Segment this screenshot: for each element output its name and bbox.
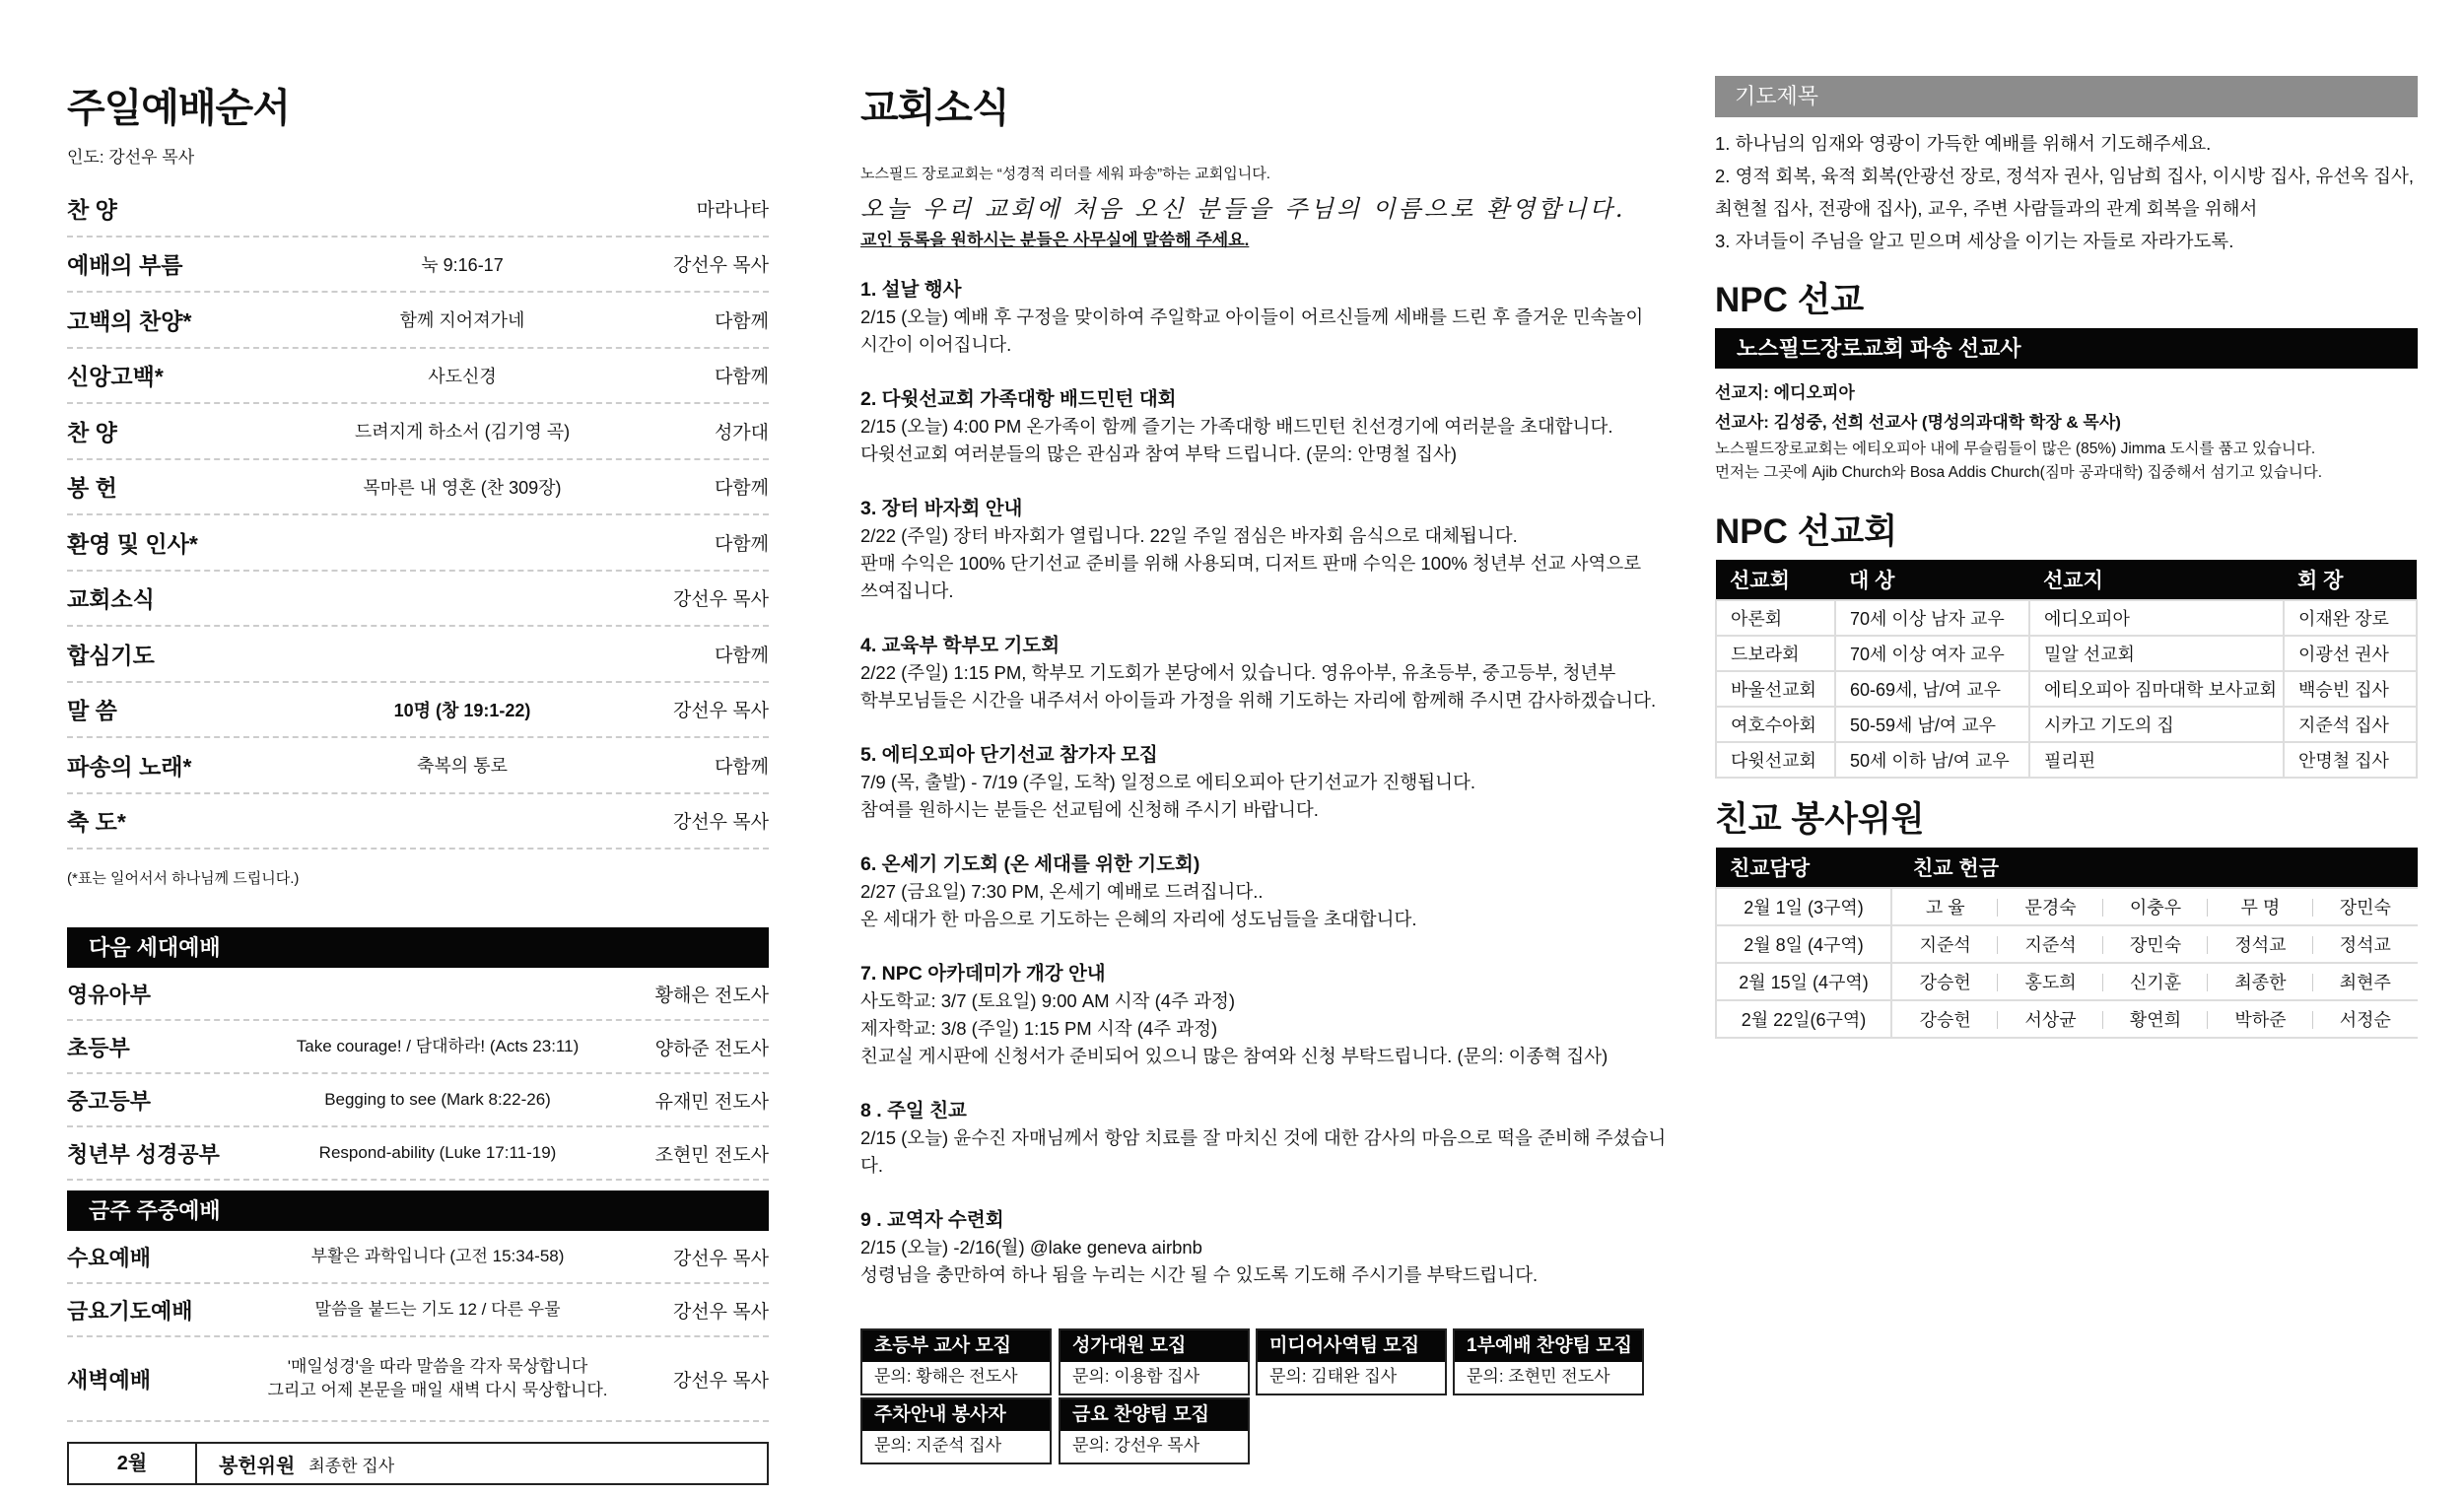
news-item-title: 8 . 주일 친교 — [860, 1100, 967, 1122]
news-item-line: 2/22 (주일) 1:15 PM, 학부모 기도회가 본당에서 있습니다. 영유아부, 유초등부, 중고등부, 청년부 — [860, 662, 1616, 683]
service-leader: 강선우 목사 — [672, 1248, 769, 1269]
service-leader: 강선우 목사 — [672, 1370, 769, 1392]
news-item-line: 참여를 원하시는 분들은 선교팀에 신청해 주시기 바랍니다. — [860, 799, 1319, 820]
news-items — [860, 276, 1669, 1289]
table-cell: 안명철 집사 — [2284, 742, 2417, 778]
news-item — [860, 1206, 1669, 1289]
table-cell: 백승빈 집사 — [2284, 671, 2417, 707]
recruit-title: 1부예배 찬양팀 모집 — [1455, 1330, 1642, 1362]
prayer-item: 3. 자녀들이 주님을 알고 믿으며 세상을 이기는 자들로 자라가도록. — [1715, 231, 2234, 251]
table-cell: 시카고 기도의 집 — [2029, 707, 2284, 742]
news-item — [860, 276, 1669, 359]
order-detail: 목마른 내 영혼 (찬 309장) — [363, 477, 562, 498]
table-cell: 지준석 집사 — [2284, 707, 2417, 742]
news-item-line: 성령님을 충만하여 하나 됨을 누리는 시간 될 수 있도록 기도해 주시기를 부탁드립니다. — [860, 1264, 1539, 1285]
service-row — [67, 1231, 769, 1284]
order-row — [67, 683, 769, 739]
table-cell: 정석교 — [2208, 925, 2312, 963]
table-cell: 필리핀 — [2029, 742, 2284, 778]
order-leader: 강선우 목사 — [672, 701, 769, 722]
order-detail: 10명 (창 19:1-22) — [393, 700, 531, 720]
order-row — [67, 238, 769, 294]
weekday-list — [67, 1231, 769, 1422]
order-row — [67, 515, 769, 572]
col-header: 회 장 — [2284, 560, 2417, 600]
table-cell: 이광선 권사 — [2284, 636, 2417, 671]
next-gen-header: 다음 세대예배 — [67, 927, 769, 968]
recruit-title: 미디어사역팀 모집 — [1258, 1330, 1445, 1362]
order-row — [67, 738, 769, 794]
table-cell: 홍도희 — [1998, 963, 2102, 1000]
table-cell: 이재완 장로 — [2284, 600, 2417, 636]
table-cell: 50세 이하 남/여 교우 — [1835, 742, 2029, 778]
news-item-line: 2/15 (오늘) -2/16(월) @lake geneva airbnb — [860, 1237, 1202, 1258]
table-cell: 드보라회 — [1716, 636, 1835, 671]
order-label: 고백의 찬양* — [67, 307, 192, 334]
news-item-line: 판매 수익은 100% 단기선교 준비를 위해 사용되며, 디저트 판매 수익은 100% 청년부 선교 사역으로 — [860, 553, 1642, 574]
offering-month: 2월 — [69, 1444, 197, 1483]
table-row — [1716, 707, 2417, 742]
service-detail-line: Begging to see (Mark 8:22-26) — [324, 1090, 551, 1109]
table-cell: 60-69세, 남/여 교우 — [1835, 671, 2029, 707]
table-cell: 정석교 — [2313, 925, 2418, 963]
table-cell: 박하준 — [2208, 1000, 2312, 1038]
service-detail — [264, 1035, 611, 1058]
service-label: 초등부 — [67, 1035, 130, 1060]
recruit-box — [860, 1328, 1052, 1395]
service-leader: 강선우 목사 — [672, 1301, 769, 1323]
table-cell: 아론회 — [1716, 600, 1835, 636]
register-note: 교인 등록을 원하시는 분들은 사무실에 말씀해 주세요. — [860, 231, 1250, 249]
news-item-title: 9 . 교역자 수련회 — [860, 1209, 1004, 1231]
fellowship-title: 친교 봉사위원 — [1715, 800, 1925, 839]
recruit-contact: 문의: 조현민 전도사 — [1467, 1367, 1610, 1386]
service-label: 수요예배 — [67, 1245, 152, 1270]
order-label: 봉 헌 — [67, 475, 117, 502]
order-leader: 다함께 — [714, 367, 769, 388]
mission-desc-1: 노스필드장로교회는 에티오피아 내에 무슬림들이 많은 (85%) Jimma 도시를 품고 있습니다. — [1715, 441, 2316, 457]
news-item-line: 온 세대가 한 마음으로 기도하는 은혜의 자리에 성도님들을 초대합니다. — [860, 909, 1417, 929]
order-detail: 사도신경 — [428, 366, 497, 386]
service-row — [67, 1284, 769, 1337]
recruit-contact: 문의: 김태완 집사 — [1269, 1367, 1398, 1386]
missionary: 선교사: 김성중, 선희 선교사 (명성의과대학 학장 & 목사) — [1715, 413, 2121, 432]
table-cell: 고 율 — [1891, 888, 1998, 925]
order-label: 축 도* — [67, 809, 126, 836]
table-cell: 바울선교회 — [1716, 671, 1835, 707]
offering-label: 봉헌위원 — [219, 1455, 296, 1477]
order-label: 파송의 노래* — [67, 753, 192, 780]
table-cell: 다윗선교회 — [1716, 742, 1835, 778]
order-label: 찬 양 — [67, 419, 117, 445]
table-cell: 신기훈 — [2103, 963, 2208, 1000]
service-leader: 양하준 전도사 — [654, 1038, 769, 1059]
welcome-handwriting: 오늘 우리 교회에 처음 오신 분들을 주님의 이름으로 환영합니다. — [860, 195, 1626, 223]
mission-desc-2: 먼저는 그곳에 Ajib Church와 Bosa Addis Church(짐마 공과대학) 집중해서 섬기고 있습니다. — [1715, 464, 2323, 481]
next-gen-list — [67, 968, 769, 1181]
recruit-title: 성가대원 모집 — [1061, 1330, 1248, 1362]
recruit-box — [1059, 1397, 1250, 1464]
table-cell: 2월 15일 (4구역) — [1716, 963, 1891, 1000]
table-row — [1716, 671, 2417, 707]
service-row — [67, 1021, 769, 1074]
news-item-line: 제자학교: 3/8 (주일) 1:15 PM 시작 (4주 과정) — [860, 1018, 1218, 1039]
news-item — [860, 741, 1669, 824]
news-item-line: 2/27 (금요일) 7:30 PM, 온세기 예배로 드려집니다.. — [860, 881, 1264, 902]
order-row — [67, 181, 769, 238]
table-cell: 강승헌 — [1891, 963, 1998, 1000]
service-leader: 조현민 전도사 — [654, 1144, 769, 1166]
news-item-line: 2/15 (오늘) 윤수진 자매님께서 항암 치료를 잘 마치신 것에 대한 감사의 마음으로 떡을 준비해 주셨습니다. — [860, 1127, 1667, 1176]
table-cell: 여호수아회 — [1716, 707, 1835, 742]
news-intro: 노스필드 장로교회는 “성경적 리더를 세워 파송”하는 교회입니다. — [860, 166, 1270, 182]
worship-order-column — [67, 77, 769, 1485]
standing-note: (*표는 일어서서 하나님께 드립니다.) — [67, 870, 300, 887]
order-row — [67, 627, 769, 683]
col-header: 선교지 — [2029, 560, 2284, 600]
news-item-line: 시간이 이어집니다. — [860, 334, 1012, 355]
news-item — [860, 632, 1669, 714]
recruit-title: 초등부 교사 모집 — [862, 1330, 1050, 1362]
fellowship-table — [1715, 848, 2418, 1039]
groups-title: NPC 선교회 — [1715, 512, 1898, 551]
service-detail-line: Take courage! / 담대하라! (Acts 23:11) — [296, 1037, 580, 1055]
service-label: 금요기도예배 — [67, 1298, 193, 1324]
table-row — [1716, 963, 2418, 1000]
recruit-box — [1453, 1328, 1644, 1395]
table-row — [1716, 925, 2418, 963]
order-leader: 강선우 목사 — [672, 255, 769, 277]
page-title: 주일예배순서 — [67, 87, 290, 130]
order-row — [67, 794, 769, 850]
service-detail — [264, 1088, 611, 1112]
order-label: 환영 및 인사* — [67, 530, 198, 557]
service-detail-line: 말씀을 붙드는 기도 12 / 다른 우물 — [314, 1300, 561, 1319]
order-detail: 드려지게 하소서 (김기영 곡) — [354, 422, 571, 442]
service-detail-line: Respond-ability (Luke 17:11-19) — [318, 1143, 557, 1162]
weekday-header: 금주 주중예배 — [67, 1190, 769, 1231]
order-leader: 다함께 — [714, 478, 769, 500]
recruit-contact: 문의: 이용함 집사 — [1072, 1367, 1200, 1386]
order-leader: 강선우 목사 — [672, 589, 769, 611]
service-detail — [264, 1245, 611, 1268]
order-leader: 다함께 — [714, 310, 769, 332]
order-leader: 성가대 — [714, 422, 769, 443]
news-item-line: 학부모님들은 시간을 내주셔서 아이들과 가정을 위해 기도하는 자리에 함께해 주시면 감사하겠습니다. — [860, 690, 1657, 711]
table-row — [1716, 636, 2417, 671]
recruit-contact: 문의: 황해은 전도사 — [874, 1367, 1018, 1386]
table-cell: 에티오피아 짐마대학 보사교회 — [2029, 671, 2284, 707]
order-leader: 마라나타 — [696, 199, 769, 221]
service-label: 중고등부 — [67, 1088, 152, 1114]
prayer-header: 기도제목 — [1715, 76, 2418, 117]
table-cell: 강승헌 — [1891, 1000, 1998, 1038]
news-item-line: 친교실 게시판에 신청서가 준비되어 있으니 많은 참여와 신청 부탁드립니다. (문의: 이종혁 집사) — [860, 1046, 1608, 1066]
news-item-line: 사도학교: 3/7 (토요일) 9:00 AM 시작 (4주 과정) — [860, 990, 1235, 1011]
right-column — [1715, 76, 2420, 1039]
service-detail — [264, 1355, 611, 1402]
order-label: 찬 양 — [67, 196, 117, 223]
order-detail: 눅 9:16-17 — [421, 254, 504, 275]
service-label: 영유아부 — [67, 982, 152, 1007]
service-label: 새벽예배 — [67, 1367, 152, 1393]
recruit-contact: 문의: 강선우 목사 — [1072, 1436, 1200, 1455]
news-column — [860, 77, 1669, 1316]
news-item — [860, 385, 1669, 468]
table-cell: 장민숙 — [2313, 888, 2418, 925]
news-item-line: 쓰여집니다. — [860, 580, 954, 601]
table-cell: 장민숙 — [2103, 925, 2208, 963]
table-row — [1716, 742, 2417, 778]
recruit-box — [1256, 1328, 1447, 1395]
table-cell: 무 명 — [2208, 888, 2312, 925]
service-row — [67, 968, 769, 1021]
mission-field: 선교지: 에디오피아 — [1715, 383, 1855, 402]
news-item — [860, 850, 1669, 933]
service-detail-line: '매일성경'을 따라 말씀을 각자 묵상합니다 — [287, 1357, 588, 1376]
order-row — [67, 293, 769, 349]
service-detail — [264, 1141, 611, 1165]
recruit-title: 주차안내 봉사자 — [862, 1399, 1050, 1431]
col-header: 친교 헌금 — [1891, 848, 2418, 888]
mission-bar: 노스필드장로교회 파송 선교사 — [1715, 328, 2418, 369]
news-item-line: 다윗선교회 여러분들의 많은 관심과 참여 부탁 드립니다. (문의: 안명철 집사) — [860, 443, 1457, 464]
service-leader: 황해은 전도사 — [654, 985, 769, 1006]
service-row — [67, 1337, 769, 1422]
service-detail — [264, 1298, 611, 1322]
order-leader: 다함께 — [714, 756, 769, 778]
table-cell: 문경숙 — [1998, 888, 2102, 925]
news-item-title: 1. 설날 행사 — [860, 279, 962, 301]
order-row — [67, 460, 769, 516]
worship-order-list — [67, 181, 769, 850]
order-label: 합심기도 — [67, 642, 155, 668]
prayer-item: 2. 영적 회복, 육적 회복(안광선 장로, 정석자 권사, 임남희 집사, 이시방 집사, 유선옥 집사, — [1715, 166, 2414, 186]
order-label: 신앙고백* — [67, 364, 164, 390]
table-cell: 2월 8일 (4구역) — [1716, 925, 1891, 963]
news-item-title: 3. 장터 바자회 안내 — [860, 498, 1023, 519]
order-leader: 다함께 — [714, 645, 769, 666]
table-cell: 이충우 — [2103, 888, 2208, 925]
table-cell: 최종한 — [2208, 963, 2312, 1000]
table-cell: 서정순 — [2313, 1000, 2418, 1038]
order-detail: 함께 지어져가네 — [399, 310, 525, 331]
mission-groups-table — [1715, 560, 2418, 779]
order-row — [67, 349, 769, 405]
offering-box — [67, 1442, 769, 1485]
service-label: 청년부 성경공부 — [67, 1141, 220, 1167]
table-cell: 70세 이상 남자 교우 — [1835, 600, 2029, 636]
recruit-title: 금요 찬양팀 모집 — [1061, 1399, 1248, 1431]
leader: 인도: 강선우 목사 — [67, 148, 195, 167]
order-row — [67, 404, 769, 460]
table-row — [1716, 1000, 2418, 1038]
service-row — [67, 1127, 769, 1181]
offering-name: 최종한 집사 — [308, 1456, 395, 1475]
order-label: 교회소식 — [67, 586, 155, 613]
service-leader: 유재민 전도사 — [654, 1091, 769, 1113]
col-header: 대 상 — [1835, 560, 2029, 600]
table-cell: 지준석 — [1891, 925, 1998, 963]
table-cell: 서상균 — [1998, 1000, 2102, 1038]
news-item — [860, 495, 1669, 605]
table-cell: 황연희 — [2103, 1000, 2208, 1038]
recruit-contact: 문의: 지준석 집사 — [874, 1436, 1002, 1455]
news-item — [860, 1097, 1669, 1180]
prayer-list — [1715, 127, 2420, 257]
table-cell: 2월 1일 (3구역) — [1716, 888, 1891, 925]
order-label: 예배의 부름 — [67, 252, 183, 279]
recruit-box — [1059, 1328, 1250, 1395]
news-title: 교회소식 — [860, 87, 1009, 130]
service-row — [67, 1074, 769, 1127]
table-cell: 밀알 선교회 — [2029, 636, 2284, 671]
order-label: 말 씀 — [67, 698, 117, 724]
table-cell: 에디오피아 — [2029, 600, 2284, 636]
news-item-title: 2. 다윗선교회 가족대항 배드민턴 대회 — [860, 388, 1177, 410]
prayer-item: 최현철 집사, 전광애 집사), 교우, 주변 사람들과의 관계 회복을 위해서 — [1715, 198, 2258, 219]
service-detail-line: 그리고 어제 본문을 매일 새벽 다시 묵상합니다. — [267, 1381, 608, 1399]
news-item-title: 5. 에티오피아 단기선교 참가자 모집 — [860, 744, 1158, 766]
table-cell: 50-59세 남/여 교우 — [1835, 707, 2029, 742]
news-item — [860, 960, 1669, 1070]
table-row — [1716, 888, 2418, 925]
col-header: 친교담당 — [1716, 848, 1891, 888]
table-cell: 지준석 — [1998, 925, 2102, 963]
order-leader: 다함께 — [714, 533, 769, 555]
service-detail-line: 부활은 과학입니다 (고전 15:34-58) — [310, 1247, 565, 1265]
col-header: 선교회 — [1716, 560, 1835, 600]
order-row — [67, 572, 769, 628]
news-item-title: 6. 온세기 기도회 (온 세대를 위한 기도회) — [860, 853, 1200, 875]
news-item-line: 7/9 (목, 출발) - 7/19 (주일, 도착) 일정으로 에티오피아 단기선교가 진행됩니다. — [860, 772, 1475, 792]
mission-title: NPC 선교 — [1715, 281, 1865, 319]
table-cell: 최현주 — [2313, 963, 2418, 1000]
table-cell: 2월 22일(6구역) — [1716, 1000, 1891, 1038]
news-item-title: 7. NPC 아카데미가 개강 안내 — [860, 963, 1106, 985]
news-item-title: 4. 교육부 학부모 기도회 — [860, 635, 1061, 656]
news-item-line: 2/15 (오늘) 예배 후 구정을 맞이하여 주일학교 아이들이 어르신들께 세배를 드린 후 즐거운 민속놀이 — [860, 306, 1644, 327]
order-detail: 축복의 통로 — [417, 756, 508, 777]
recruit-box — [860, 1397, 1052, 1464]
order-leader: 강선우 목사 — [672, 812, 769, 834]
prayer-item: 1. 하나님의 임재와 영광이 가득한 예배를 위해서 기도해주세요. — [1715, 133, 2212, 154]
news-item-line: 2/15 (오늘) 4:00 PM 온가족이 함께 즐기는 가족대항 배드민턴 친선경기에 여러분을 초대합니다. — [860, 416, 1613, 437]
table-row — [1716, 600, 2417, 636]
table-cell: 70세 이상 여자 교우 — [1835, 636, 2029, 671]
news-item-line: 2/22 (주일) 장터 바자회가 열립니다. 22일 주일 점심은 바자회 음식으로 대체됩니다. — [860, 525, 1518, 546]
